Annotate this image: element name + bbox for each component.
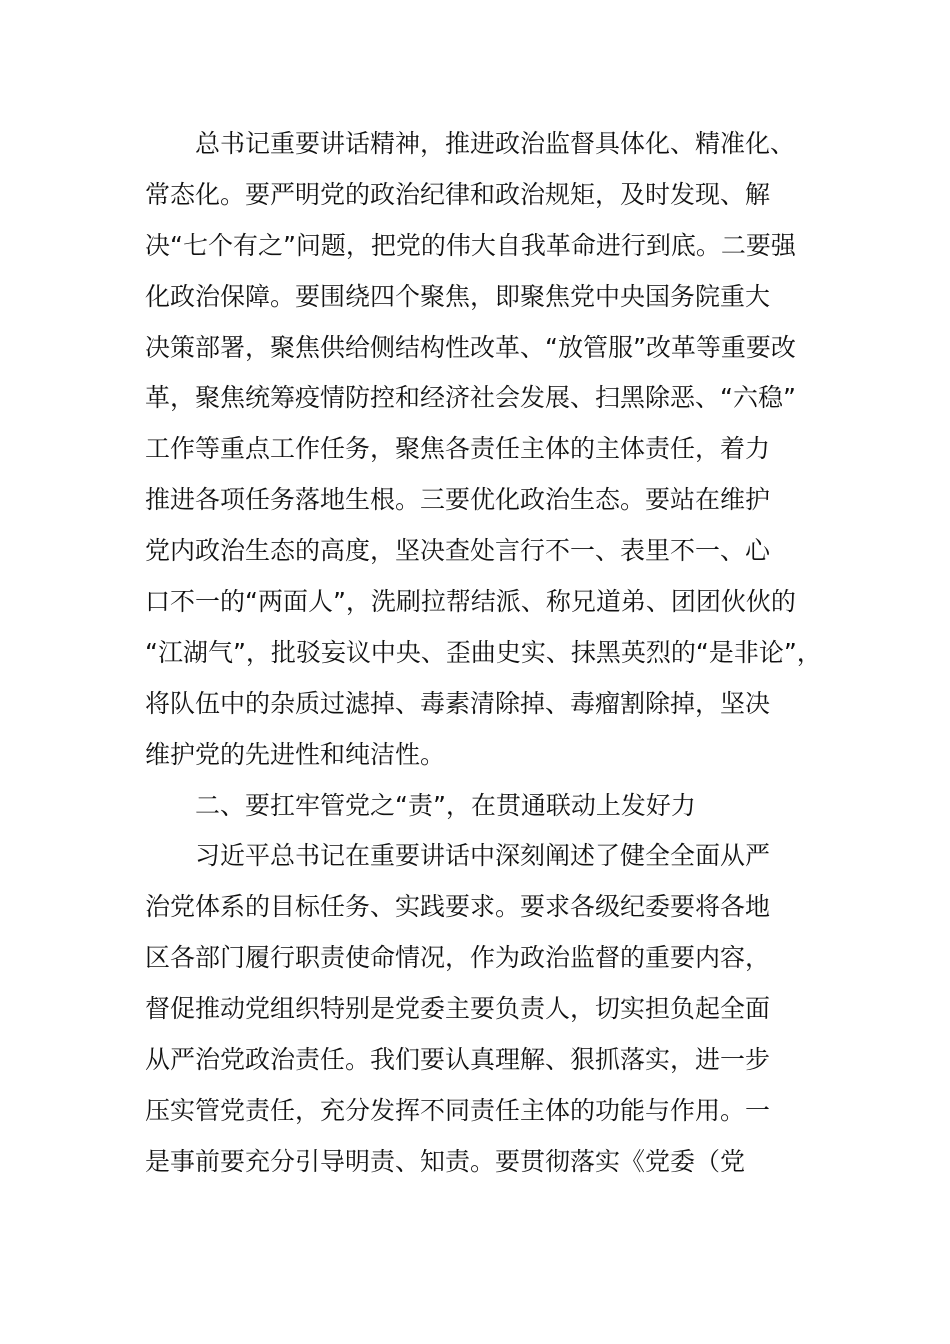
paragraph-line: 党内政治生态的高度，坚决查处言行不一、表里不一、心 [145,536,771,566]
paragraph-line: 常态化。要严明党的政治纪律和政治规矩，及时发现、解 [145,179,771,209]
paragraph-line: 总书记重要讲话精神，推进政治监督具体化、精准化、 [195,129,796,158]
paragraph-line: 治党体系的目标任务、实践要求。要求各级纪委要将各地 [145,892,771,922]
paragraph-line: 维护党的先进性和纯洁性。 [145,739,446,769]
paragraph-line: 口不一的“两面人”，洗刷拉帮结派、称兄道弟、团团伙伙的 [145,587,796,617]
paragraph-line: 革，聚焦统筹疫情防控和经济社会发展、扫黑除恶、“六稳” [145,383,796,413]
paragraph-line: 化政治保障。要围绕四个聚焦，即聚焦党中央国务院重大 [145,281,771,311]
paragraph-line: 工作等重点工作任务，聚焦各责任主体的主体责任，着力 [145,434,771,464]
section-heading: 二、要扛牢管党之“责”，在贯通联动上发好力 [195,790,696,820]
paragraph-line: 压实管党责任，充分发挥不同责任主体的功能与作用。一 [145,1095,771,1125]
document-body [145,119,835,1188]
paragraph-line: 决策部署，聚焦供给侧结构性改革、“放管服”改革等重要改 [145,332,796,362]
paragraph-line: 将队伍中的杂质过滤掉、毒素清除掉、毒瘤割除掉，坚决 [145,688,771,718]
paragraph-line: 是事前要充分引导明责、知责。要贯彻落实《党委（党 [145,1146,746,1176]
paragraph-line: 推进各项任务落地生根。三要优化政治生态。要站在维护 [145,485,771,515]
paragraph-line: “江湖气”，批驳妄议中央、歪曲史实、抹黑英烈的“是非论”， [145,637,822,667]
paragraph-line: 习近平总书记在重要讲话中深刻阐述了健全全面从严 [195,841,771,871]
paragraph-line: 督促推动党组织特别是党委主要负责人，切实担负起全面 [145,994,771,1024]
paragraph-line: 决“七个有之”问题，把党的伟大自我革命进行到底。二要强 [145,230,796,260]
paragraph-line: 从严治党政治责任。我们要认真理解、狠抓落实，进一步 [145,1045,771,1075]
paragraph-line: 区各部门履行职责使命情况，作为政治监督的重要内容， [145,943,771,973]
